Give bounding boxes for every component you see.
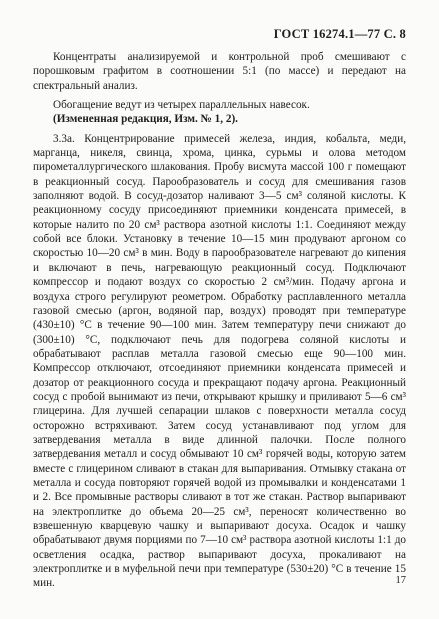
paragraph-amendment-note: (Измененная редакция, Изм. № 1, 2). bbox=[53, 113, 238, 126]
document-header: ГОСТ 16274.1—77 С. 8 bbox=[273, 27, 406, 41]
paragraph-concentrates: Концентраты анализируемой и контрольной проб смешивают с порошковым графитом в соотношении 5:1 (по массе) и передают на спектральный анализ. bbox=[33, 51, 406, 92]
page-number: 17 bbox=[395, 575, 406, 586]
document-body bbox=[33, 50, 406, 591]
paragraph-section-3-3a: 3.3а. Концентрирование примесей железа, индия, кобальта, меди, марганца, никеля, свинца, хрома, цинка, сурьмы и олова методом пирометаллургического шлакования. Пробу висмута массой 100 г помещают в реакционный сосуд. Парообразователь и сосуд для смешивания газов заполняют водой. В сосуд-дозатор наливают 3—5 см³ соляной кислоты. К реакционному сосуду присоединяют приемники конденсата примесей, в которые налито по 20 см³ раствора азотной кислоты 1:1. Соединяют между собой все блоки. Установку в течение 10—15 мин продувают аргоном со скоростью 10—20 см³ в мин. Воду в парообразователе нагревают до кипения и включают в печь, нагревающую реакционный сосуд. Подключают компрессор и подают воздух со скоростью 2 см³/мин. Подачу аргона и воздуха строго регулируют реометром. Обработку расплавленного металла газовой смесью (аргон, водяной пар, воздух) проводят при температуре (430±10) °С в течение 90—100 мин. Затем температуру печи снижают до (300±10) °С, подключают печь для подогрева соляной кислоты и обрабатывают расплав металла газовой смесью еще 90—100 мин. Компрессор отключают, отсоединяют приемники конденсата примесей и дозатор от реакционного сосуда и прекращают подачу аргона. Реакционный сосуд с пробой вынимают из печи, открывают крышку и приливают 5—6 см³ глицерина. Для лучшей сепарации шлаков с поверхности металла сосуд осторожно встряхивают. Затем сосуд устанавливают под углом для затвердевания металла в виде длинной палочки. После полного затвердевания металл и сосуд обмывают 10 см³ горячей воды, которую затем вместе с глицерином сливают в стакан для выпаривания. Отмывку стакана от металла и сосуда повторяют горячей водой из промывалки и конденсатами 1 и 2. Все промывные растворы сливают в тот же стакан. Раствор выпаривают на электроплитке до объема 20—25 см³, переносят количественно во взвешенную кварцевую чашку и выпаривают досуха. Осадок и чашку обрабатывают двумя порциями по 7—10 см³ раствора азотной кислоты 1:1 до осветления осадка, раствор выпаривают досуха, прокаливают на электроплитке и в муфельной печи при температуре (530±20) °С в течение 15 мин. bbox=[33, 132, 406, 590]
paragraph-enrichment: Обогащение ведут из четырех параллельных навесок. bbox=[53, 99, 310, 112]
